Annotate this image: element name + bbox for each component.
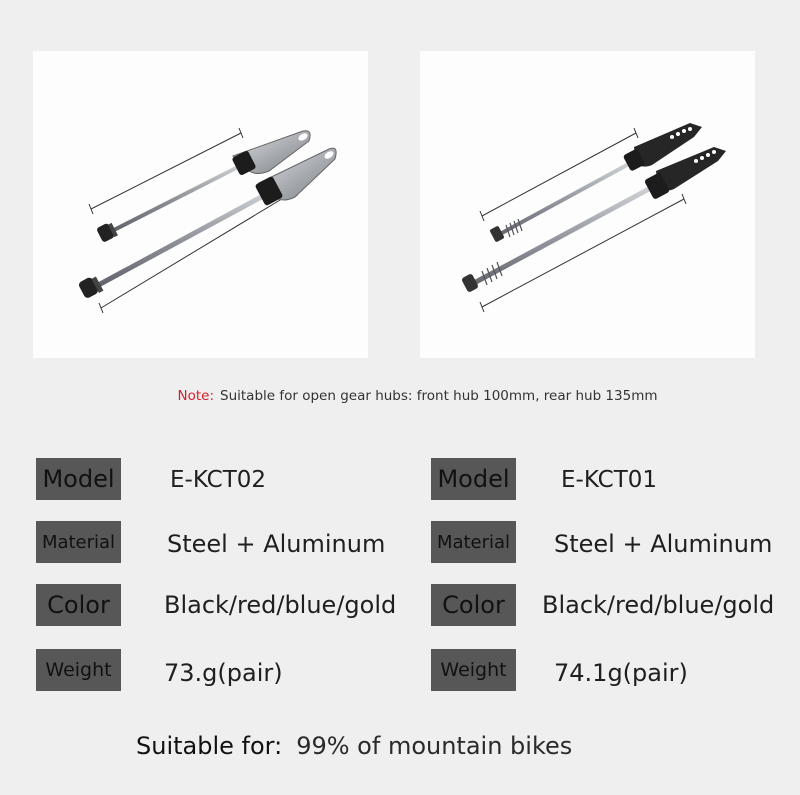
left-material-label: Material	[36, 521, 121, 563]
left-model-value: E-KCT02	[170, 467, 267, 493]
skewer-illustration-right	[420, 51, 755, 358]
left-weight-value: 73.g(pair)	[164, 659, 283, 687]
left-model-label: Model	[36, 458, 121, 500]
right-model-value: E-KCT01	[561, 467, 658, 493]
suitable-label: Suitable for:	[136, 732, 283, 760]
right-weight-value: 74.1g(pair)	[554, 659, 688, 687]
right-color-label: Color	[431, 584, 516, 626]
left-color-value: Black/red/blue/gold	[164, 591, 397, 619]
compatibility-note	[0, 388, 800, 404]
right-material-value: Steel + Aluminum	[554, 530, 773, 558]
note-text: Suitable for open gear hubs: front hub 100mm, rear hub 135mm	[220, 388, 658, 404]
skewer-illustration-left	[33, 51, 368, 358]
suitable-for	[136, 732, 572, 760]
suitable-value: 99% of mountain bikes	[296, 732, 573, 760]
product-photo-kct01	[420, 51, 755, 358]
right-material-label: Material	[431, 521, 516, 563]
right-weight-label: Weight	[431, 649, 516, 691]
note-label: Note:	[177, 388, 215, 404]
left-weight-label: Weight	[36, 649, 121, 691]
left-material-value: Steel + Aluminum	[167, 530, 386, 558]
right-color-value: Black/red/blue/gold	[542, 591, 775, 619]
left-color-label: Color	[36, 584, 121, 626]
right-model-label: Model	[431, 458, 516, 500]
product-photo-kct02	[33, 51, 368, 358]
